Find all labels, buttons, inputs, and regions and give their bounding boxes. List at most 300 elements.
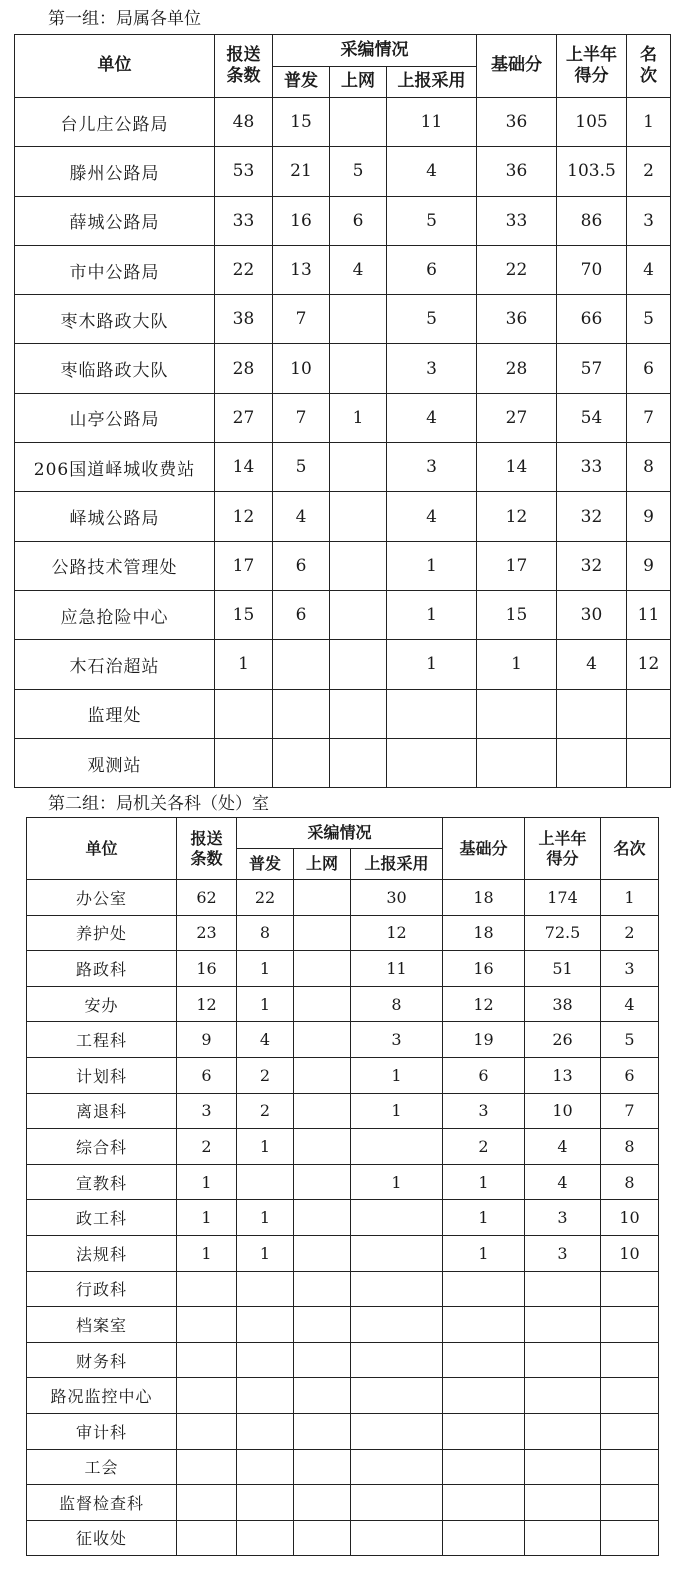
cell-score: 3	[525, 1235, 601, 1271]
group2-caption: 第二组：局机关各科（处）室	[48, 794, 269, 814]
cell-shangwang	[294, 1485, 351, 1521]
cell-pufa: 22	[237, 880, 294, 916]
cell-reported	[177, 1485, 237, 1521]
cell-shangwang	[294, 1022, 351, 1058]
cell-base: 15	[477, 590, 557, 639]
group1-header-rank	[627, 35, 671, 98]
cell-shangbao	[351, 1413, 443, 1449]
cell-score: 32	[557, 541, 627, 590]
cell-shangwang	[294, 1520, 351, 1556]
cell-pufa	[237, 1485, 294, 1521]
cell-pufa: 1	[237, 1200, 294, 1236]
cell-shangwang	[294, 915, 351, 951]
cell-pufa	[237, 1449, 294, 1485]
cell-unit: 计划科	[27, 1057, 177, 1093]
cell-shangbao	[351, 1378, 443, 1414]
table-row	[27, 1093, 659, 1129]
cell-pufa: 2	[237, 1093, 294, 1129]
cell-base	[443, 1342, 525, 1378]
cell-pufa	[237, 1164, 294, 1200]
cell-pufa: 1	[237, 1235, 294, 1271]
table-row	[15, 443, 671, 492]
cell-shangbao: 11	[351, 951, 443, 987]
table-row	[27, 1057, 659, 1093]
cell-rank: 12	[627, 640, 671, 689]
group2-header-half-l2: 得分	[546, 848, 579, 868]
table-row	[27, 1307, 659, 1343]
group1-header-shangwang: 上网	[330, 67, 387, 98]
cell-base	[443, 1520, 525, 1556]
table-row	[15, 541, 671, 590]
cell-base	[443, 1271, 525, 1307]
cell-unit: 宣教科	[27, 1164, 177, 1200]
group2-header-reported	[177, 818, 237, 880]
cell-shangbao: 11	[387, 98, 477, 147]
group2-header-adoption: 采编情况	[237, 818, 443, 849]
cell-base: 6	[443, 1057, 525, 1093]
cell-reported	[215, 738, 273, 787]
cell-base	[443, 1413, 525, 1449]
cell-rank: 10	[601, 1235, 659, 1271]
group1-header-half-score	[557, 35, 627, 98]
cell-shangwang	[330, 640, 387, 689]
cell-reported: 27	[215, 393, 273, 442]
group1-header-half-l2: 得分	[574, 66, 609, 86]
cell-shangbao: 8	[351, 986, 443, 1022]
cell-rank	[601, 1485, 659, 1521]
cell-score: 33	[557, 443, 627, 492]
table-row	[15, 738, 671, 787]
cell-rank: 8	[627, 443, 671, 492]
cell-shangbao: 1	[351, 1057, 443, 1093]
cell-shangwang	[294, 951, 351, 987]
cell-unit: 财务科	[27, 1342, 177, 1378]
cell-base: 36	[477, 98, 557, 147]
table-row	[15, 640, 671, 689]
cell-rank: 9	[627, 492, 671, 541]
table-row	[27, 915, 659, 951]
cell-shangbao: 1	[351, 1164, 443, 1200]
group1-header-base: 基础分	[477, 35, 557, 98]
cell-base	[443, 1307, 525, 1343]
cell-reported	[177, 1378, 237, 1414]
cell-reported	[177, 1413, 237, 1449]
table-row	[15, 689, 671, 738]
cell-reported: 23	[177, 915, 237, 951]
cell-pufa: 10	[273, 344, 330, 393]
cell-rank: 1	[601, 880, 659, 916]
cell-pufa: 15	[273, 98, 330, 147]
cell-shangbao: 6	[387, 245, 477, 294]
cell-rank	[601, 1378, 659, 1414]
cell-shangwang	[294, 1129, 351, 1165]
cell-unit: 市中公路局	[15, 245, 215, 294]
cell-base: 16	[443, 951, 525, 987]
cell-unit: 枣木路政大队	[15, 295, 215, 344]
cell-shangbao	[351, 1235, 443, 1271]
cell-score	[525, 1378, 601, 1414]
table-row	[15, 98, 671, 147]
group2-header-pufa: 普发	[237, 849, 294, 880]
cell-shangbao: 1	[351, 1093, 443, 1129]
cell-score: 105	[557, 98, 627, 147]
cell-base	[477, 738, 557, 787]
cell-score	[557, 689, 627, 738]
cell-rank	[601, 1271, 659, 1307]
cell-shangwang	[330, 738, 387, 787]
cell-unit: 办公室	[27, 880, 177, 916]
table-row	[27, 951, 659, 987]
cell-pufa: 2	[237, 1057, 294, 1093]
cell-reported: 1	[177, 1164, 237, 1200]
table-row	[15, 295, 671, 344]
group2-header-reported-l2: 条数	[190, 848, 223, 868]
cell-pufa	[273, 738, 330, 787]
cell-score: 66	[557, 295, 627, 344]
cell-unit: 工程科	[27, 1022, 177, 1058]
cell-base: 27	[477, 393, 557, 442]
table-row	[27, 1485, 659, 1521]
group2-header-unit: 单位	[27, 818, 177, 880]
cell-reported: 28	[215, 344, 273, 393]
table-row	[15, 590, 671, 639]
cell-pufa	[237, 1307, 294, 1343]
cell-unit: 台儿庄公路局	[15, 98, 215, 147]
cell-rank	[601, 1449, 659, 1485]
group1-table-body	[15, 35, 671, 788]
cell-unit: 公路技术管理处	[15, 541, 215, 590]
cell-rank	[627, 738, 671, 787]
cell-base: 33	[477, 196, 557, 245]
group2-table	[26, 817, 659, 1556]
cell-shangbao: 3	[387, 443, 477, 492]
cell-rank: 2	[601, 915, 659, 951]
cell-reported: 62	[177, 880, 237, 916]
cell-reported: 12	[177, 986, 237, 1022]
cell-shangbao: 3	[387, 344, 477, 393]
cell-reported: 38	[215, 295, 273, 344]
cell-score: 57	[557, 344, 627, 393]
cell-unit: 行政科	[27, 1271, 177, 1307]
table-row	[27, 986, 659, 1022]
group2-header-rank: 名次	[601, 818, 659, 880]
cell-rank: 7	[601, 1093, 659, 1129]
cell-unit: 滕州公路局	[15, 147, 215, 196]
cell-unit: 薛城公路局	[15, 196, 215, 245]
cell-reported	[177, 1342, 237, 1378]
table-row	[15, 492, 671, 541]
cell-unit: 档案室	[27, 1307, 177, 1343]
cell-rank	[627, 689, 671, 738]
cell-unit: 应急抢险中心	[15, 590, 215, 639]
cell-base: 12	[477, 492, 557, 541]
group1-header-unit: 单位	[15, 35, 215, 98]
cell-rank: 10	[601, 1200, 659, 1236]
cell-unit: 安办	[27, 986, 177, 1022]
cell-shangwang	[294, 1307, 351, 1343]
group2-header-half-score	[525, 818, 601, 880]
cell-rank: 3	[601, 951, 659, 987]
table-row	[27, 880, 659, 916]
cell-pufa	[237, 1342, 294, 1378]
cell-rank: 4	[601, 986, 659, 1022]
cell-shangbao: 3	[351, 1022, 443, 1058]
cell-pufa: 1	[237, 951, 294, 987]
group1-header-reported-l2: 条数	[226, 66, 261, 86]
cell-shangwang	[330, 98, 387, 147]
cell-rank: 3	[627, 196, 671, 245]
cell-shangwang	[294, 1342, 351, 1378]
cell-unit: 综合科	[27, 1129, 177, 1165]
cell-score: 4	[557, 640, 627, 689]
cell-score: 38	[525, 986, 601, 1022]
cell-base: 14	[477, 443, 557, 492]
cell-shangwang	[294, 986, 351, 1022]
cell-reported	[177, 1307, 237, 1343]
cell-unit: 枣临路政大队	[15, 344, 215, 393]
cell-score: 4	[525, 1129, 601, 1165]
group1-table	[14, 34, 671, 788]
cell-shangbao: 5	[387, 295, 477, 344]
cell-shangbao: 5	[387, 196, 477, 245]
table-row	[27, 1129, 659, 1165]
cell-score: 72.5	[525, 915, 601, 951]
cell-shangbao	[351, 1271, 443, 1307]
group2-header-shangwang: 上网	[294, 849, 351, 880]
cell-shangbao: 30	[351, 880, 443, 916]
cell-rank	[601, 1307, 659, 1343]
cell-pufa	[237, 1378, 294, 1414]
cell-shangwang	[330, 541, 387, 590]
cell-shangbao	[351, 1200, 443, 1236]
cell-shangwang	[294, 880, 351, 916]
table-row	[27, 1378, 659, 1414]
cell-base: 3	[443, 1093, 525, 1129]
cell-unit: 监理处	[15, 689, 215, 738]
group2-header-shangbao: 上报采用	[351, 849, 443, 880]
cell-score	[557, 738, 627, 787]
cell-unit: 山亭公路局	[15, 393, 215, 442]
group2-header-half-l1: 上半年	[538, 828, 587, 848]
cell-unit: 观测站	[15, 738, 215, 787]
cell-unit: 路政科	[27, 951, 177, 987]
cell-reported: 1	[215, 640, 273, 689]
cell-shangbao	[351, 1342, 443, 1378]
group2-header-reported-l1: 报送	[190, 828, 223, 848]
cell-shangbao: 12	[351, 915, 443, 951]
cell-base: 1	[477, 640, 557, 689]
cell-pufa: 7	[273, 295, 330, 344]
cell-base	[443, 1378, 525, 1414]
table-row	[27, 1449, 659, 1485]
cell-unit: 政工科	[27, 1200, 177, 1236]
cell-reported: 22	[215, 245, 273, 294]
cell-pufa: 4	[273, 492, 330, 541]
table-row	[15, 344, 671, 393]
cell-score: 103.5	[557, 147, 627, 196]
cell-rank: 8	[601, 1164, 659, 1200]
group1-header-row	[15, 35, 671, 67]
cell-score	[525, 1307, 601, 1343]
cell-base: 1	[443, 1200, 525, 1236]
cell-shangwang: 1	[330, 393, 387, 442]
cell-score: 30	[557, 590, 627, 639]
cell-score: 32	[557, 492, 627, 541]
cell-unit: 审计科	[27, 1413, 177, 1449]
cell-rank: 11	[627, 590, 671, 639]
cell-base: 2	[443, 1129, 525, 1165]
cell-score: 3	[525, 1200, 601, 1236]
cell-reported: 17	[215, 541, 273, 590]
group1-caption: 第一组：局属各单位	[48, 9, 201, 29]
cell-pufa: 4	[237, 1022, 294, 1058]
cell-rank: 8	[601, 1129, 659, 1165]
cell-shangbao: 4	[387, 147, 477, 196]
cell-base: 28	[477, 344, 557, 393]
cell-reported	[177, 1520, 237, 1556]
cell-shangbao: 4	[387, 393, 477, 442]
cell-unit: 206国道峄城收费站	[15, 443, 215, 492]
cell-shangwang	[294, 1200, 351, 1236]
cell-shangwang	[294, 1413, 351, 1449]
cell-score: 174	[525, 880, 601, 916]
cell-reported: 6	[177, 1057, 237, 1093]
cell-pufa: 6	[273, 541, 330, 590]
cell-score: 51	[525, 951, 601, 987]
group1-header-rank-l1: 名	[640, 44, 657, 65]
cell-shangwang	[330, 443, 387, 492]
cell-shangbao: 1	[387, 590, 477, 639]
cell-rank: 1	[627, 98, 671, 147]
cell-rank: 5	[601, 1022, 659, 1058]
cell-reported: 12	[215, 492, 273, 541]
table-row	[15, 393, 671, 442]
cell-rank	[601, 1342, 659, 1378]
cell-reported: 2	[177, 1129, 237, 1165]
cell-shangwang	[294, 1093, 351, 1129]
cell-shangwang	[330, 689, 387, 738]
cell-score: 70	[557, 245, 627, 294]
cell-reported: 15	[215, 590, 273, 639]
table-row	[27, 1022, 659, 1058]
cell-pufa	[273, 640, 330, 689]
cell-shangwang: 4	[330, 245, 387, 294]
cell-shangwang	[330, 590, 387, 639]
group1-header-adoption: 采编情况	[273, 35, 477, 67]
cell-reported: 9	[177, 1022, 237, 1058]
cell-shangbao	[351, 1449, 443, 1485]
cell-unit: 工会	[27, 1449, 177, 1485]
cell-reported: 1	[177, 1235, 237, 1271]
table-row	[27, 1235, 659, 1271]
cell-shangbao: 4	[387, 492, 477, 541]
cell-rank: 6	[627, 344, 671, 393]
cell-pufa	[237, 1413, 294, 1449]
cell-base: 36	[477, 147, 557, 196]
cell-reported: 14	[215, 443, 273, 492]
cell-pufa: 6	[273, 590, 330, 639]
cell-score	[525, 1413, 601, 1449]
cell-rank: 7	[627, 393, 671, 442]
group2-table-body	[27, 818, 659, 1556]
cell-unit: 征收处	[27, 1520, 177, 1556]
cell-reported	[215, 689, 273, 738]
cell-unit: 峄城公路局	[15, 492, 215, 541]
cell-shangwang	[294, 1378, 351, 1414]
group2-header-base: 基础分	[443, 818, 525, 880]
cell-reported: 16	[177, 951, 237, 987]
cell-rank	[601, 1413, 659, 1449]
cell-rank: 2	[627, 147, 671, 196]
cell-shangwang: 5	[330, 147, 387, 196]
table-row	[15, 196, 671, 245]
cell-unit: 离退科	[27, 1093, 177, 1129]
cell-base: 18	[443, 880, 525, 916]
group1-header-rank-l2: 次	[640, 66, 657, 86]
group1-header-pufa: 普发	[273, 67, 330, 98]
table-row	[15, 245, 671, 294]
cell-rank	[601, 1520, 659, 1556]
cell-reported	[177, 1271, 237, 1307]
cell-score: 4	[525, 1164, 601, 1200]
cell-shangwang	[294, 1164, 351, 1200]
cell-unit: 路况监控中心	[27, 1378, 177, 1414]
cell-shangwang	[294, 1235, 351, 1271]
cell-pufa	[237, 1520, 294, 1556]
cell-pufa: 16	[273, 196, 330, 245]
cell-base: 36	[477, 295, 557, 344]
cell-score	[525, 1520, 601, 1556]
cell-shangwang: 6	[330, 196, 387, 245]
group1-header-half-l1: 上半年	[566, 44, 617, 65]
cell-unit: 养护处	[27, 915, 177, 951]
cell-rank: 6	[601, 1057, 659, 1093]
table-row	[15, 147, 671, 196]
cell-base: 1	[443, 1164, 525, 1200]
cell-score: 13	[525, 1057, 601, 1093]
group1-header-reported	[215, 35, 273, 98]
group1-header-reported-l1: 报送	[226, 44, 261, 65]
cell-shangbao	[351, 1307, 443, 1343]
cell-score	[525, 1342, 601, 1378]
cell-shangbao: 1	[387, 541, 477, 590]
cell-shangwang	[330, 492, 387, 541]
cell-pufa: 7	[273, 393, 330, 442]
table-row	[27, 1520, 659, 1556]
cell-pufa: 8	[237, 915, 294, 951]
cell-shangbao: 1	[387, 640, 477, 689]
cell-pufa: 1	[237, 1129, 294, 1165]
cell-pufa	[273, 689, 330, 738]
cell-reported: 1	[177, 1200, 237, 1236]
cell-base: 12	[443, 986, 525, 1022]
cell-score: 26	[525, 1022, 601, 1058]
cell-base: 17	[477, 541, 557, 590]
cell-base	[443, 1449, 525, 1485]
cell-rank: 9	[627, 541, 671, 590]
cell-shangbao	[351, 1485, 443, 1521]
cell-shangwang	[294, 1271, 351, 1307]
table-row	[27, 1342, 659, 1378]
cell-base: 18	[443, 915, 525, 951]
table-row	[27, 1271, 659, 1307]
cell-pufa: 1	[237, 986, 294, 1022]
cell-pufa: 13	[273, 245, 330, 294]
cell-score: 10	[525, 1093, 601, 1129]
group2-header-row	[27, 818, 659, 849]
cell-shangwang	[294, 1057, 351, 1093]
cell-reported: 48	[215, 98, 273, 147]
